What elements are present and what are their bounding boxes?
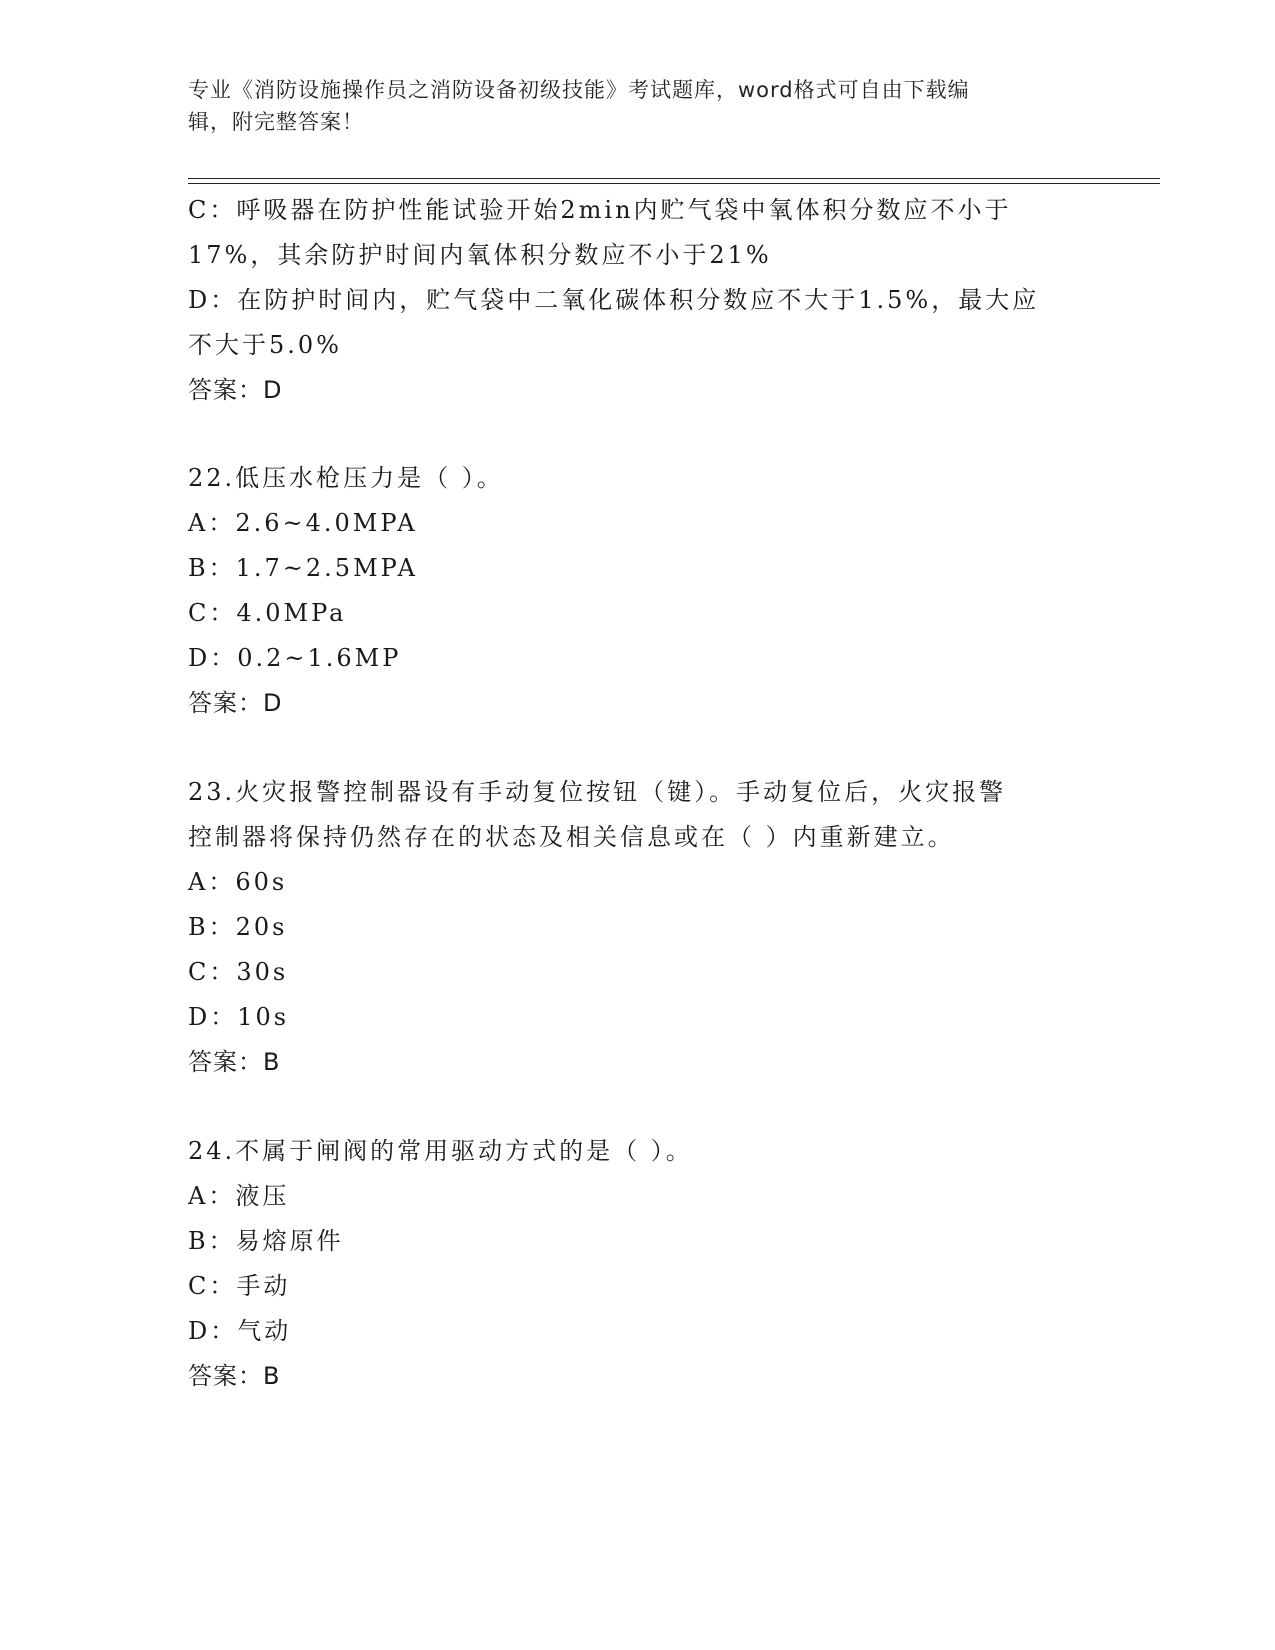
q24-option-d: D：气动 <box>188 1317 292 1345</box>
q23-option-c: C：30s <box>188 958 289 986</box>
q23-question-line-1: 23.火灾报警控制器设有手动复位按钮（键）。手动复位后，火灾报警 <box>188 778 1007 806</box>
q24-option-a: A：液压 <box>188 1182 290 1210</box>
header-divider-bottom <box>188 183 1160 184</box>
q21-answer: 答案：D <box>188 376 283 404</box>
header-line-1: 专业《消防设施操作员之消防设备初级技能》考试题库，word格式可自由下载编 <box>188 78 970 102</box>
q23-question-line-2: 控制器将保持仍然存在的状态及相关信息或在（ ）内重新建立。 <box>188 823 955 851</box>
q23-option-a: A：60s <box>188 868 288 896</box>
q21-option-c-line-2: 17%，其余防护时间内氧体积分数应不小于21% <box>188 241 772 269</box>
q22-option-c: C：4.0MPa <box>188 599 347 627</box>
q22-question: 22.低压水枪压力是（ ）。 <box>188 464 504 492</box>
q23-answer: 答案：B <box>188 1048 281 1076</box>
document-header <box>188 74 1068 138</box>
q24-option-b: B：易熔原件 <box>188 1227 344 1255</box>
q24-option-c: C：手动 <box>188 1272 291 1300</box>
q22-option-d: D：0.2~1.6MP <box>188 644 402 672</box>
header-divider-top <box>188 178 1160 179</box>
q21-option-c-line-1: C：呼吸器在防护性能试验开始2min内贮气袋中氧体积分数应不小于 <box>188 196 1012 224</box>
q24-question: 24.不属于闸阀的常用驱动方式的是（ ）。 <box>188 1137 693 1165</box>
q22-option-b: B：1.7~2.5MPA <box>188 554 418 582</box>
q21-option-d-line-2: 不大于5.0% <box>188 331 342 359</box>
q23-option-d: D：10s <box>188 1003 290 1031</box>
q23-option-b: B：20s <box>188 913 288 941</box>
q22-option-a: A：2.6~4.0MPA <box>188 509 418 537</box>
header-line-2: 辑，附完整答案！ <box>188 110 364 134</box>
q22-answer: 答案：D <box>188 689 283 717</box>
q21-option-d-line-1: D：在防护时间内，贮气袋中二氧化碳体积分数应不大于1.5%，最大应 <box>188 286 1040 314</box>
q24-answer: 答案：B <box>188 1362 281 1390</box>
